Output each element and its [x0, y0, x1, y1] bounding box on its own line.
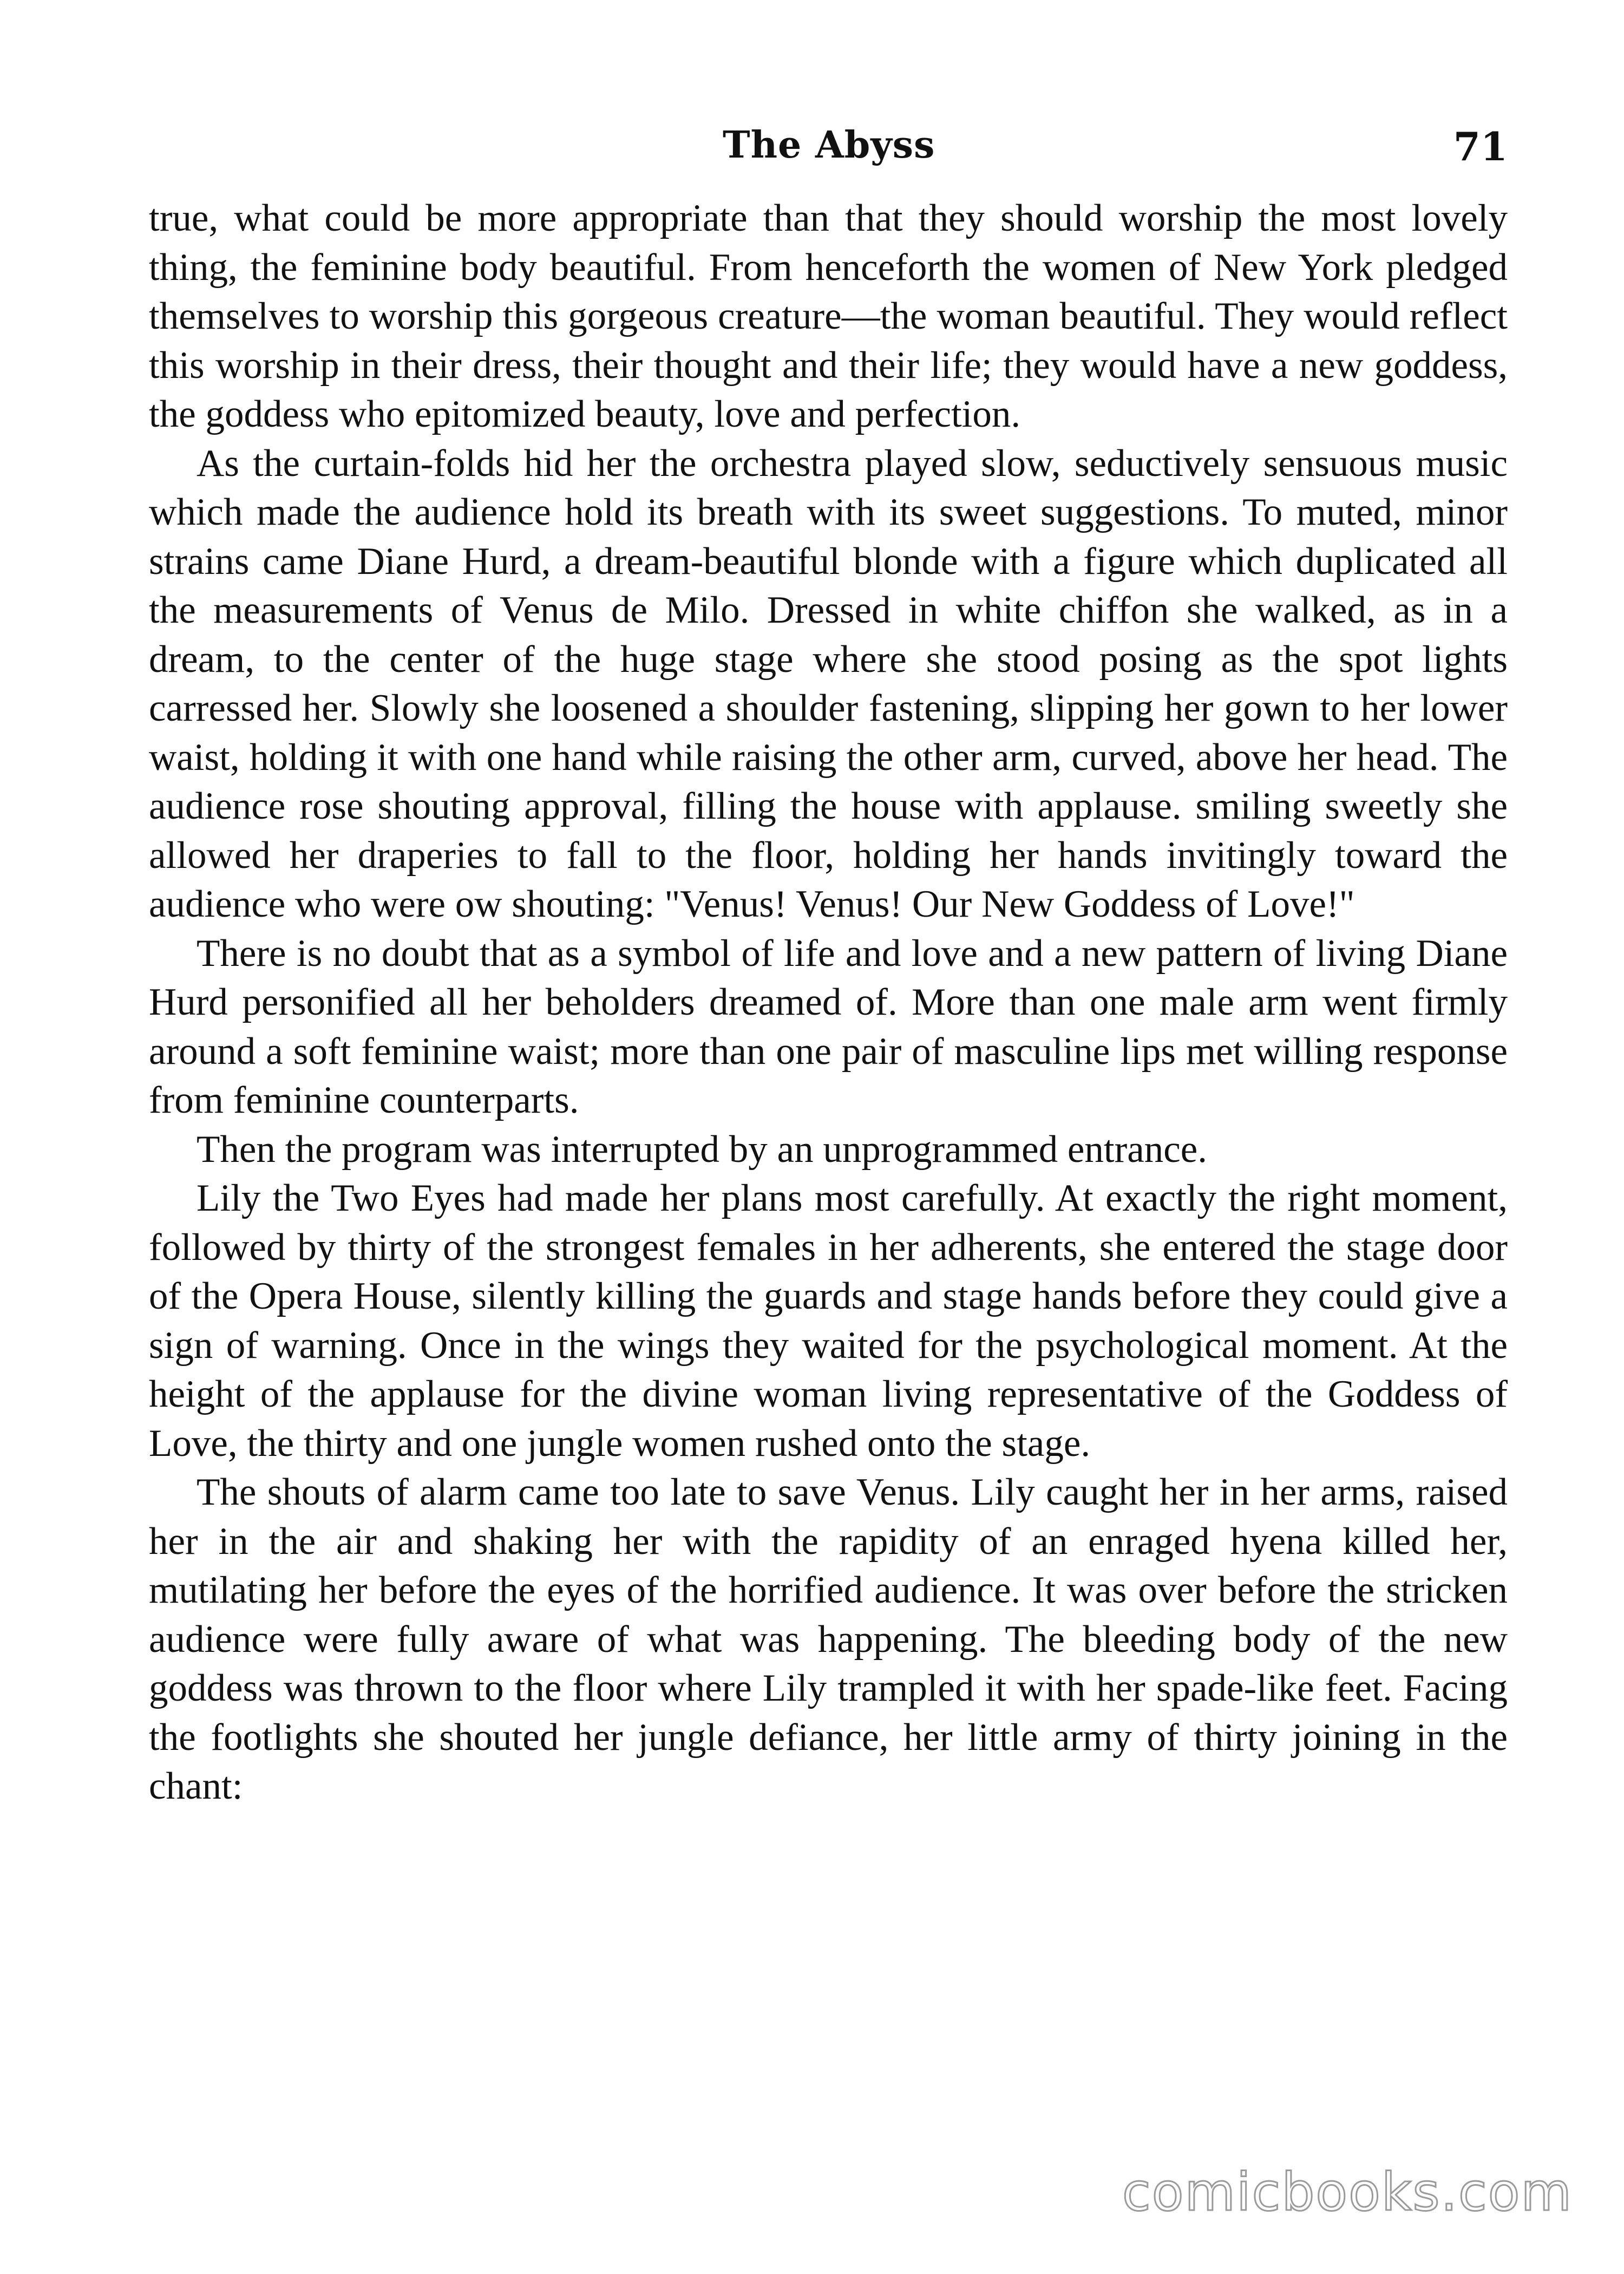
running-title: The Abyss — [723, 123, 935, 167]
paragraph-5: Lily the Two Eyes had made her plans most carefully. At exactly the right moment, followed by thirty of the strongest females in her adherents, she entered the stage door of the Opera House, silently killing the guards and stage hands before they could give a sign of warning. Once in the wings they waited for the psychological moment. At the height of the applause for the divine woman living representative of the Goddess of Love, the thirty and one jungle women rushed onto the stage. — [149, 1177, 1508, 1465]
body-text — [149, 194, 1508, 1811]
watermark: comicbooks.com — [1122, 2162, 1573, 2223]
page-header — [149, 123, 1508, 183]
paragraph-1: true, what could be more appropriate than that they should worship the most lovely thing, the feminine body beautiful. From henceforth the women of New York pledged themselves to worship this gorgeous creature—the woman beautiful. They would reflect this worship in their dress, their thought and their life; they would have a new goddess, the goddess who epitomized beauty, love and perfection. — [149, 197, 1508, 435]
page-number: 71 — [1453, 123, 1508, 169]
paragraph-4: Then the program was interrupted by an unprogrammed entrance. — [197, 1128, 1208, 1171]
paragraph-3: There is no doubt that as a symbol of life and love and a new pattern of living Diane Hurd personified all her beholders dreamed of. More than one male arm went firmly around a soft feminine waist; more than one pair of masculine lips met willing response from feminine counterparts. — [149, 932, 1508, 1121]
paragraph-6: The shouts of alarm came too late to save Venus. Lily caught her in her arms, raised her in the air and shaking her with the rapidity of an enraged hyena killed her, mutilating her before the eyes of the horrified audience. It was over before the stricken audience were fully aware of what was happening. The bleeding body of the new goddess was thrown to the floor where Lily trampled it with her spade-like feet. Facing the footlights she shouted her jungle defiance, her little army of thirty joining in the chant: — [149, 1471, 1508, 1807]
paragraph-2: As the curtain-folds hid her the orchestra played slow, seductively sensuous music which made the audience hold its breath with its sweet suggestions. To muted, minor strains came Diane Hurd, a dream-beautiful blonde with a figure which duplicated all the measurements of Venus de Milo. Dressed in white chiffon she walked, as in a dream, to the center of the huge stage where she stood posing as the spot lights carressed her. Slowly she loosened a shoulder fastening, slipping her gown to her lower waist, holding it with one hand while raising the other arm, curved, above her head. The audience rose shouting approval, filling the house with applause. smiling sweetly she allowed her draperies to fall to the floor, holding her hands invitingly toward the audience who were ow shouting: "Venus! Venus! Our New Goddess of Love!" — [149, 442, 1508, 925]
